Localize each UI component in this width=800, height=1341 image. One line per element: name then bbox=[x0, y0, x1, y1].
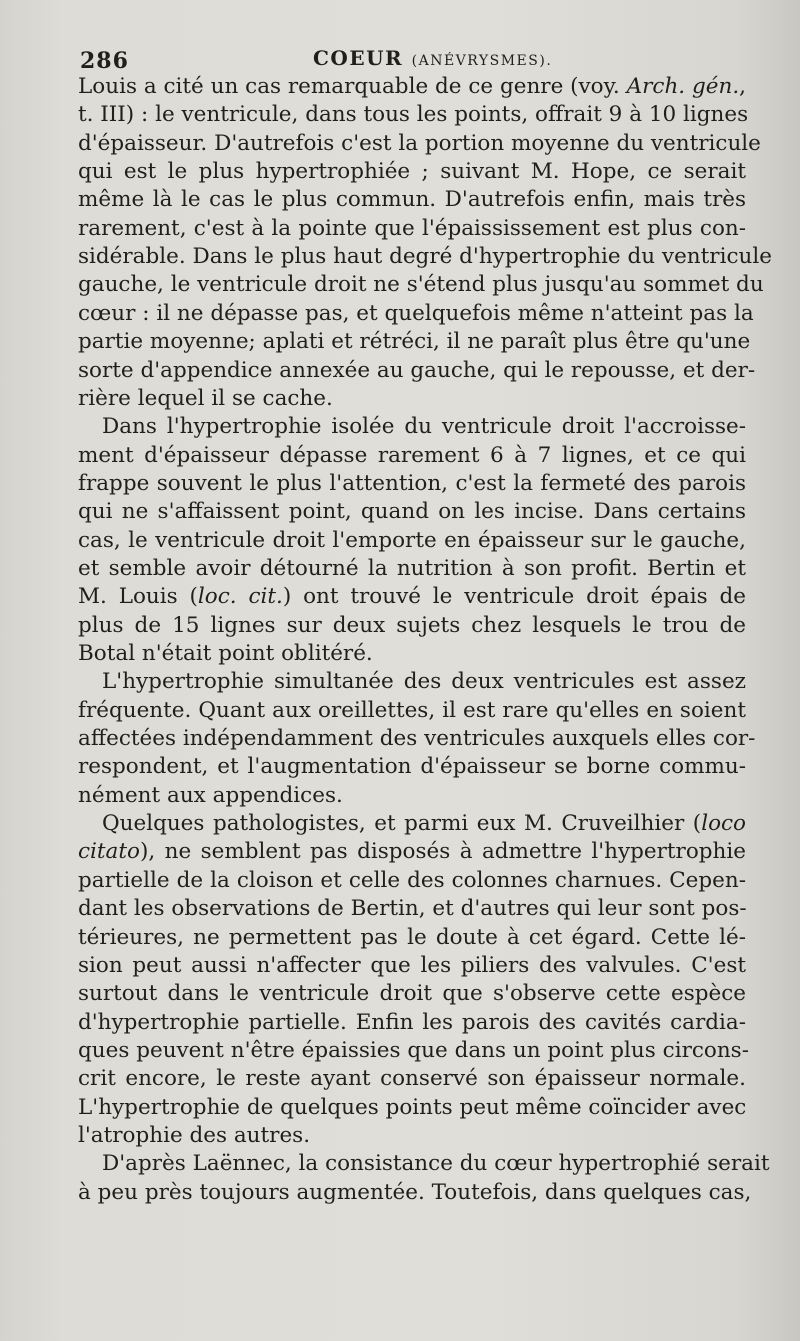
text-line: dant les observations de Bertin, et d'autres qui leur sont pos- bbox=[78, 896, 747, 922]
text-line: rière lequel il se cache. bbox=[78, 385, 333, 411]
text-line: à peu près toujours augmentée. Toutefois, dans quelques cas, bbox=[78, 1179, 752, 1205]
running-subtitle: (ANÉVRYSMES). bbox=[411, 53, 553, 69]
text-line: nément aux appendices. bbox=[78, 782, 343, 808]
text-line: cœur : il ne dépasse pas, et quelquefois même n'atteint pas la bbox=[78, 300, 754, 326]
text-line: qui ne s'affaissent point, quand on les incise. Dans certains bbox=[78, 499, 746, 525]
text-line: Botal n'était point oblitéré. bbox=[78, 641, 373, 666]
text-line: gauche, le ventricule droit ne s'étend plus jusqu'au sommet du bbox=[78, 272, 764, 298]
text-line: cas, le ventricule droit l'emporte en épaisseur sur le gauche, bbox=[78, 527, 746, 553]
text-line: et semble avoir détourné la nutrition à son profit. Bertin et bbox=[78, 555, 746, 581]
text-line: plus de 15 lignes sur deux sujets chez lesquels le trou de bbox=[78, 612, 746, 638]
text-line: affectées indépendamment des ventricules auxquels elles cor- bbox=[78, 726, 756, 752]
text-line: t. III) : le ventricule, dans tous les points, offrait 9 à 10 lignes bbox=[78, 102, 749, 128]
text-line: Louis a cité un cas remarquable de ce genre (voy. Arch. gén., bbox=[78, 74, 746, 99]
text-line: Quelques pathologistes, et parmi eux M. Cruveilhier (loco bbox=[102, 811, 746, 837]
text-line: M. Louis (loc. cit.) ont trouvé le ventricule droit épais de bbox=[78, 584, 746, 610]
text-line: ques peuvent n'être épaissies que dans un point plus circons- bbox=[78, 1037, 749, 1063]
text-line: D'après Laënnec, la consistance du cœur hypertrophié serait bbox=[102, 1151, 770, 1177]
text-line: qui est le plus hypertrophiée ; suivant M. Hope, ce serait bbox=[78, 159, 746, 185]
text-line: citato), ne semblent pas disposés à admettre l'hypertrophie bbox=[78, 839, 746, 865]
text-line: rarement, c'est à la pointe que l'épaississement est plus con- bbox=[78, 215, 746, 241]
text-line: d'épaisseur. D'autrefois c'est la portion moyenne du ventricule bbox=[78, 130, 761, 156]
running-head bbox=[313, 46, 552, 70]
text-line: surtout dans le ventricule droit que s'observe cette espèce bbox=[78, 981, 746, 1007]
text-line: l'atrophie des autres. bbox=[78, 1122, 311, 1148]
text-line: L'hypertrophie simultanée des deux ventricules est assez bbox=[102, 669, 746, 695]
text-line: fréquente. Quant aux oreillettes, il est rare qu'elles en soient bbox=[78, 697, 746, 723]
running-title: COEUR bbox=[313, 46, 404, 70]
text-line: térieures, ne permettent pas le doute à cet égard. Cette lé- bbox=[78, 924, 746, 950]
text-line: crit encore, le reste ayant conservé son épaisseur normale. bbox=[78, 1066, 746, 1092]
text-line: d'hypertrophie partielle. Enfin les parois des cavités cardia- bbox=[78, 1009, 746, 1035]
text-line: même là le cas le plus commun. D'autrefois enfin, mais très bbox=[78, 187, 746, 213]
text-line: L'hypertrophie de quelques points peut même coïncider avec bbox=[78, 1094, 747, 1120]
text-line: Dans l'hypertrophie isolée du ventricule droit l'accroisse- bbox=[102, 414, 746, 440]
text-line: sorte d'appendice annexée au gauche, qui le repousse, et der- bbox=[78, 357, 756, 383]
text-line: partie moyenne; aplati et rétréci, il ne paraît plus être qu'une bbox=[78, 329, 751, 355]
page-number: 286 bbox=[80, 48, 129, 74]
text-line: respondent, et l'augmentation d'épaisseur se borne commu- bbox=[78, 754, 746, 780]
text-line: ment d'épaisseur dépasse rarement 6 à 7 lignes, et ce qui bbox=[78, 442, 746, 468]
page-header bbox=[78, 40, 748, 76]
text-line: sidérable. Dans le plus haut degré d'hypertrophie du ventricule bbox=[78, 244, 772, 270]
text-line: partielle de la cloison et celle des colonnes charnues. Cepen- bbox=[78, 867, 746, 893]
text-line: sion peut aussi n'affecter que les piliers des valvules. C'est bbox=[78, 952, 746, 978]
text-line: frappe souvent le plus l'attention, c'est la fermeté des parois bbox=[78, 470, 746, 496]
